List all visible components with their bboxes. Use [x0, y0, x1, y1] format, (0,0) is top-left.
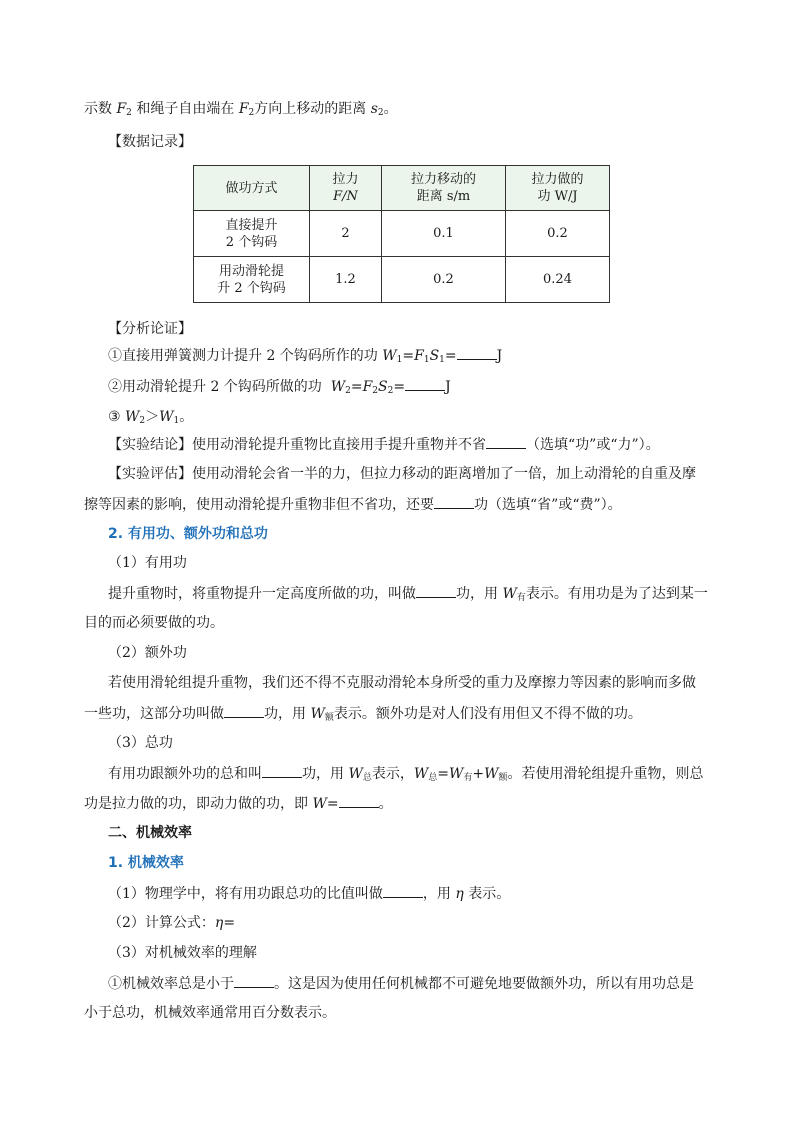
extra-work-heading: （2）额外功 — [108, 645, 187, 661]
cell-force: 2 — [310, 211, 382, 257]
useful-work-line-2: 目的而必须要做的功。 — [84, 615, 224, 631]
efficiency-line-4: ①机械效率总是小于 。这是因为使用任何机械都不可避免地要做额外功，所以有用功总是 — [108, 973, 748, 994]
analysis-item-2: ②用动滑轮提升 2 个钩码所做的功 $W_2=F_2S_2= J$ — [108, 376, 748, 397]
table-row — [194, 257, 610, 303]
analysis-heading: 【分析论证】 — [108, 321, 192, 337]
answer-blank[interactable] — [416, 583, 456, 598]
cell-force: 1.2 — [310, 257, 382, 303]
answer-blank[interactable] — [262, 763, 302, 778]
extra-work-line-2: 一些功，这部分功叫做 功，用 $W_额$表示。额外功是对人们没有用但又不得不做的功。 — [84, 703, 724, 724]
part-title: 二、机械效率 — [108, 825, 192, 841]
intro-line: 示数 $F_2$ 和绳子自由端在 $F_2$方向上移动的距离 $s_2$。 — [84, 101, 398, 118]
answer-blank[interactable] — [434, 494, 474, 509]
section-title: 2. 有用功、额外功和总功 — [108, 526, 268, 542]
answer-blank[interactable] — [234, 973, 274, 988]
total-work-line-2: 功是拉力做的功，即动力做的功，即 W= 。 — [84, 793, 724, 814]
header-method: 做功方式 — [194, 166, 310, 211]
analysis-item-1: ①直接用弹簧测力计提升 2 个钩码所作的功 $W_1=F_1S_1= J$ — [108, 345, 748, 366]
data-table — [193, 165, 610, 303]
useful-work-line-1: 提升重物时，将重物提升一定高度所做的功，叫做 功，用 $W_有$表示。有用功是为了达到某一 — [108, 583, 748, 604]
table-row — [194, 211, 610, 257]
answer-blank[interactable] — [339, 793, 379, 808]
answer-blank[interactable] — [224, 703, 264, 718]
data-record-heading: 【数据记录】 — [108, 134, 192, 150]
answer-blank[interactable] — [405, 376, 445, 391]
total-work-line-1: 有用功跟额外功的总和叫 功，用 $W_总$表示，$W_总=W_有+W_额$。若使用滑轮组提升重物，则总 — [108, 763, 748, 784]
efficiency-line-1: （1）物理学中，将有用功跟总功的比值叫做 ，用 η 表示。 — [108, 883, 748, 904]
answer-blank[interactable] — [486, 434, 526, 449]
answer-blank[interactable] — [457, 345, 497, 360]
conclusion-line: 【实验结论】使用动滑轮提升重物比直接用手提升重物并不省 （选填“功”或“力”）。 — [108, 434, 748, 455]
section-title: 1. 机械效率 — [108, 855, 184, 871]
useful-work-heading: （1）有用功 — [108, 555, 187, 571]
cell-work: 0.2 — [506, 211, 610, 257]
extra-work-line-1: 若使用滑轮组提升重物，我们还不得不克服动滑轮本身所受的重力及摩擦力等因素的影响而多做 — [108, 675, 696, 691]
table-header-row — [194, 166, 610, 211]
efficiency-line-3: （3）对机械效率的理解 — [108, 945, 257, 961]
header-force: 拉力 F/N — [310, 166, 382, 211]
efficiency-line-2: （2）计算公式：η= — [108, 915, 236, 931]
cell-method: 用动滑轮提 升 2 个钩码 — [194, 257, 310, 303]
answer-blank[interactable] — [383, 883, 423, 898]
evaluation-line-1: 【实验评估】使用动滑轮会省一半的力，但拉力移动的距离增加了一倍，加上动滑轮的自重及摩 — [108, 466, 696, 482]
cell-work: 0.24 — [506, 257, 610, 303]
analysis-item-3: ③ $W_2>W_1$。 — [108, 409, 194, 426]
evaluation-line-2: 擦等因素的影响，使用动滑轮提升重物非但不省功，还要 功（选填“省”或“费”）。 — [84, 494, 724, 515]
efficiency-line-5: 小于总功，机械效率通常用百分数表示。 — [84, 1005, 336, 1021]
header-work: 拉力做的 功 W/J — [506, 166, 610, 211]
cell-method: 直接提升 2 个钩码 — [194, 211, 310, 257]
cell-distance: 0.1 — [382, 211, 506, 257]
header-distance: 拉力移动的 距离 s/m — [382, 166, 506, 211]
total-work-heading: （3）总功 — [108, 735, 173, 751]
cell-distance: 0.2 — [382, 257, 506, 303]
